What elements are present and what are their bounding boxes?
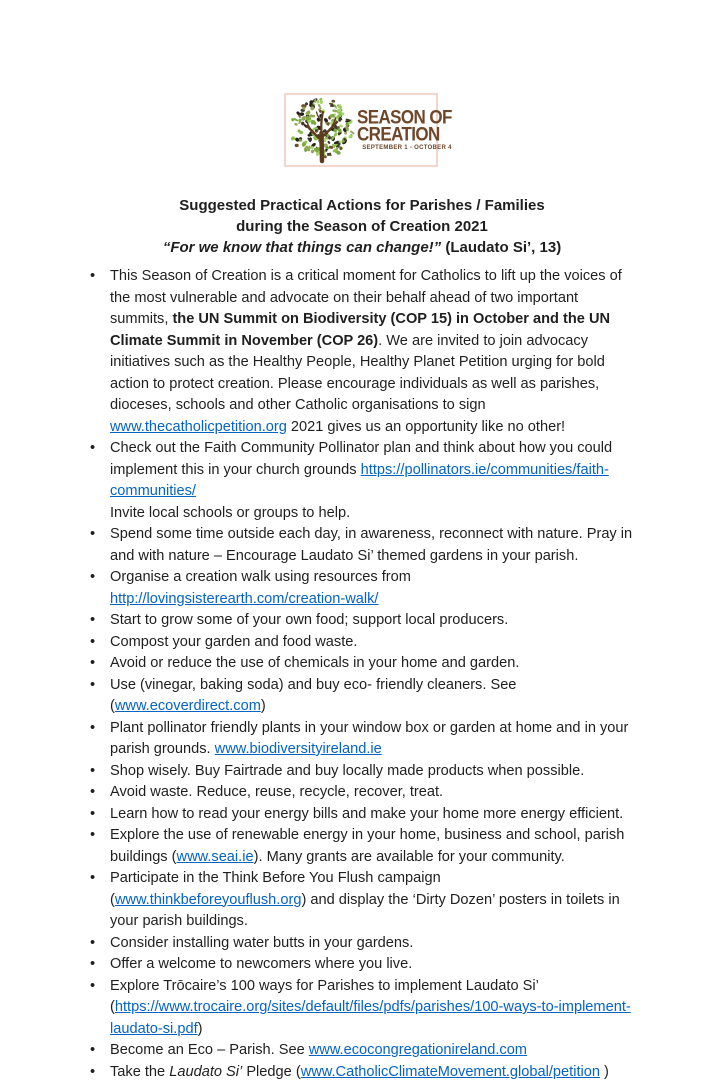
list-item bbox=[88, 782, 640, 804]
list-item bbox=[88, 976, 640, 1041]
logo-title-line-1: SEASON OF bbox=[357, 108, 452, 127]
season-of-creation-logo bbox=[284, 93, 438, 167]
text-segment: Compost your garden and food waste. bbox=[110, 634, 357, 650]
list-item bbox=[88, 868, 640, 933]
text-segment: Start to grow some of your own food; support local producers. bbox=[110, 612, 508, 628]
text-segment: Plant pollinator friendly plants in your window box or garden at home and in your parish grounds. bbox=[110, 720, 628, 758]
text-segment: Avoid or reduce the use of chemicals in your home and garden. bbox=[110, 655, 519, 671]
logo-text-block bbox=[357, 109, 456, 151]
text-segment: Offer a welcome to newcomers where you live. bbox=[110, 956, 412, 972]
text-segment: Invite local schools or groups to help. bbox=[110, 505, 350, 521]
text-segment: the UN Summit on Biodiversity (COP 15) in October and the UN Climate Summit in November (COP 26) bbox=[110, 311, 610, 349]
text-segment: 2021 gives us an opportunity like no other! bbox=[287, 419, 565, 435]
title-quote-reference: (Laudato Si’, 13) bbox=[441, 239, 561, 256]
list-item bbox=[88, 804, 640, 826]
text-segment: . We are invited to join advocacy initiatives such as the Healthy People, Healthy Planet Petition urging for bold action to protect creation. Please encourage individuals as well as parishes, dioceses, schools and other Catholic organisations to sign bbox=[110, 333, 605, 414]
text-segment: Avoid waste. Reduce, reuse, recycle, recover, treat. bbox=[110, 784, 443, 800]
text-segment: Become an Eco – Parish. See bbox=[110, 1042, 309, 1058]
document-title-block bbox=[0, 195, 724, 258]
text-segment: ) bbox=[600, 1064, 609, 1080]
text-segment: Explore Trōcaire’s 100 ways for Parishes to implement Laudato Si’ ( bbox=[110, 978, 538, 1016]
list-item bbox=[88, 438, 640, 524]
hyperlink[interactable]: www.thinkbeforeyouflush.org bbox=[115, 892, 302, 908]
text-segment: Pledge ( bbox=[242, 1064, 300, 1080]
text-segment: ) bbox=[198, 1021, 203, 1037]
hyperlink[interactable]: www.ecocongregationireland.com bbox=[309, 1042, 527, 1058]
text-segment: Shop wisely. Buy Fairtrade and buy locally made products when possible. bbox=[110, 763, 584, 779]
list-item bbox=[88, 1062, 640, 1083]
hyperlink[interactable]: www.seai.ie bbox=[177, 849, 254, 865]
hyperlink[interactable]: www.ecoverdirect.com bbox=[115, 698, 261, 714]
hyperlink[interactable]: https://pollinators.ie/communities/faith-communities/ bbox=[110, 462, 609, 500]
hyperlink[interactable]: www.CatholicClimateMovement.global/petition bbox=[301, 1064, 600, 1080]
list-item bbox=[88, 675, 640, 718]
text-segment: Spend some time outside each day, in awareness, reconnect with nature. Pray in and with nature – Encourage Laudato Si’ themed gardens in your parish. bbox=[110, 526, 632, 564]
list-item bbox=[88, 567, 640, 610]
title-line-1: Suggested Practical Actions for Parishes / Families bbox=[0, 195, 724, 216]
text-segment: ) and display the ‘Dirty Dozen’ posters in toilets in your parish buildings. bbox=[110, 892, 620, 930]
list-item bbox=[88, 761, 640, 783]
list-item bbox=[88, 524, 640, 567]
list-item bbox=[88, 266, 640, 438]
text-segment: ). Many grants are available for your community. bbox=[254, 849, 565, 865]
title-line-3 bbox=[0, 237, 724, 258]
text-segment: ) bbox=[261, 698, 266, 714]
logo-title-line-2: CREATION bbox=[357, 125, 452, 144]
text-segment: Learn how to read your energy bills and make your home more energy efficient. bbox=[110, 806, 623, 822]
text-segment: This Season of Creation is a critical moment for Catholics to lift up the voices of the most vulnerable and advocate on their behalf ahead of two important summits, bbox=[110, 268, 622, 327]
list-item bbox=[88, 632, 640, 654]
list-item bbox=[88, 954, 640, 976]
hyperlink[interactable]: https://www.trocaire.org/sites/default/files/pdfs/parishes/100-ways-to-implement-laudato-si.pdf bbox=[110, 999, 631, 1037]
text-segment: Consider installing water butts in your gardens. bbox=[110, 935, 413, 951]
list-item bbox=[88, 933, 640, 955]
action-list bbox=[88, 266, 640, 1083]
hyperlink[interactable]: www.thecatholicpetition.org bbox=[110, 419, 287, 435]
logo-subtitle: SEPTEMBER 1 - OCTOBER 4 bbox=[357, 145, 452, 151]
tree-icon bbox=[287, 95, 357, 165]
hyperlink[interactable]: http://lovingsisterearth.com/creation-walk/ bbox=[110, 591, 378, 607]
list-item bbox=[88, 653, 640, 675]
hyperlink[interactable]: www.biodiversityireland.ie bbox=[215, 741, 382, 757]
list-item bbox=[88, 718, 640, 761]
text-segment: Use (vinegar, baking soda) and buy eco- friendly cleaners. See ( bbox=[110, 677, 516, 715]
text-segment: Laudato Si’ bbox=[169, 1064, 242, 1080]
text-segment: Check out the Faith Community Pollinator plan and think about how you could implement this in your church grounds bbox=[110, 440, 612, 478]
text-segment: Take the bbox=[110, 1064, 169, 1080]
title-line-2: during the Season of Creation 2021 bbox=[0, 216, 724, 237]
title-quote: “For we know that things can change!” bbox=[163, 239, 441, 256]
list-item bbox=[88, 825, 640, 868]
list-item bbox=[88, 610, 640, 632]
text-segment: Participate in the Think Before You Flush campaign ( bbox=[110, 870, 441, 908]
text-segment: Organise a creation walk using resources from bbox=[110, 569, 411, 585]
list-item bbox=[88, 1040, 640, 1062]
text-segment: Explore the use of renewable energy in your home, business and school, parish buildings ( bbox=[110, 827, 624, 865]
